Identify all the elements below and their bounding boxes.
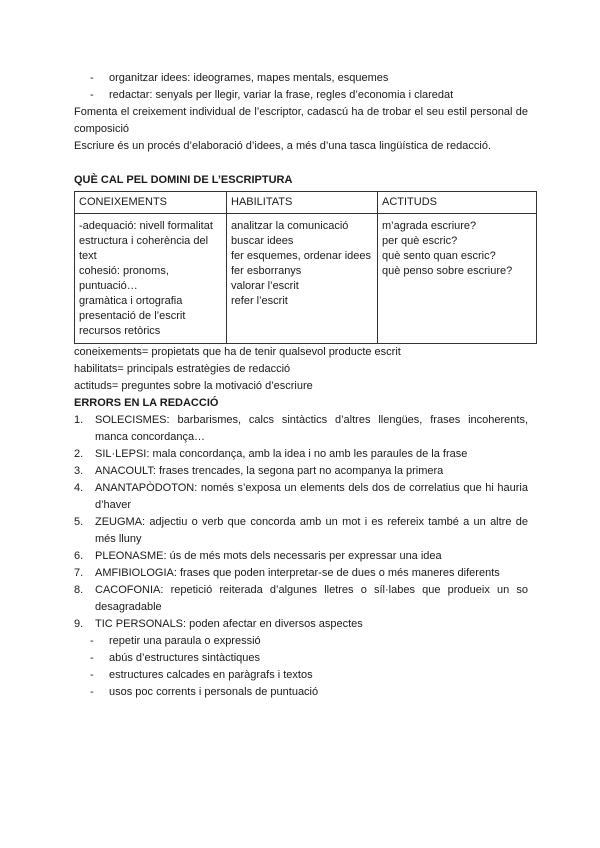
list-item: 6. PLEONASME: ús de més mots dels necessaris per expressar una idea	[74, 550, 442, 562]
cell-line: refer l’escrit	[231, 295, 288, 307]
list-item: 1. SOLECISMES: barbarismes, calcs sintàctics d’altres llengües, frases incoherents, manca concordança…	[74, 414, 528, 443]
cell-line: m’agrada escriure?	[382, 220, 477, 232]
cell-line: què sento quan escric?	[382, 250, 496, 262]
intro-bullet-list	[74, 70, 528, 104]
list-item: 8. CACOFONIA: repetició reiterada d’algunes lletres o síl·labes que produeix un so desagradable	[74, 584, 528, 613]
list-item: 4. ANANTAPÒDOTON: només s’exposa un elements dels dos de correlatius que hi hauria d’haver	[74, 482, 528, 511]
cell-line: per què escric?	[382, 235, 458, 247]
document-page	[74, 70, 528, 701]
section-heading-writing: QUÈ CAL PEL DOMINI DE L’ESCRIPTURA	[74, 174, 293, 186]
table-header-skills: HABILITATS	[227, 192, 378, 214]
skills-table	[74, 191, 537, 344]
section-heading-errors: ERRORS EN LA REDACCIÓ	[74, 397, 219, 409]
cell-line: gramàtica i ortografia	[79, 295, 183, 307]
cell-line: fer esborranys	[231, 265, 302, 277]
definition: coneixements= propietats que ha de tenir qualsevol producte escrit	[74, 346, 401, 358]
errors-list	[74, 412, 528, 633]
definition: habilitats= principals estratègies de redacció	[74, 363, 291, 375]
definition: actituds= preguntes sobre la motivació d’escriure	[74, 380, 313, 392]
list-item: 7. AMFIBIOLOGIA: frases que poden interpretar-se de dues o més maneres diferents	[74, 567, 500, 579]
list-item: - usos poc corrents i personals de puntuació	[74, 684, 528, 701]
tic-sublist	[74, 633, 528, 701]
list-item: - repetir una paraula o expressió	[74, 633, 528, 650]
cell-line: recursos retòrics	[79, 325, 161, 337]
table-cell-attitudes	[378, 214, 537, 344]
list-item: - organitzar idees: ideogrames, mapes mentals, esquemes	[74, 70, 528, 87]
list-item: - estructures calcades en paràgrafs i textos	[74, 667, 528, 684]
table-cell-skills	[227, 214, 378, 344]
list-item: - redactar: senyals per llegir, variar la frase, regles d’economia i claredat	[74, 87, 528, 104]
cell-line: què penso sobre escriure?	[382, 265, 513, 277]
cell-line: fer esquemes, ordenar idees	[231, 250, 372, 262]
cell-line: analitzar la comunicació	[231, 220, 349, 232]
paragraph: Fomenta el creixement individual de l’escriptor, cadascú ha de trobar el seu estil personal de composició	[74, 106, 528, 135]
table-header-knowledge: CONEIXEMENTS	[75, 192, 227, 214]
list-item: 3. ANACOULT: frases trencades, la segona part no acompanya la primera	[74, 465, 444, 477]
list-item: 2. SIL·LEPSI: mala concordança, amb la idea i no amb les paraules de la frase	[74, 448, 468, 460]
cell-line: presentació de l’escrit	[79, 310, 186, 322]
paragraph: Escriure és un procés d’elaboració d’idees, a més d’una tasca lingüística de redacció.	[74, 140, 492, 152]
table-cell-knowledge	[75, 214, 227, 344]
cell-line: -adequació: nivell formalitat	[79, 220, 213, 232]
list-item: 9. TIC PERSONALS: poden afectar en diversos aspectes	[74, 618, 363, 630]
cell-line: valorar l’escrit	[231, 280, 299, 292]
cell-line: buscar idees	[231, 235, 294, 247]
cell-line: cohesió: pronoms, puntuació…	[79, 265, 169, 292]
list-item: 5. ZEUGMA: adjectiu o verb que concorda amb un mot i es refereix també a un altre de més lluny	[74, 516, 528, 545]
cell-line: estructura i coherència del text	[79, 235, 209, 262]
list-item: - abús d’estructures sintàctiques	[74, 650, 528, 667]
table-header-attitudes: ACTITUDS	[378, 192, 537, 214]
